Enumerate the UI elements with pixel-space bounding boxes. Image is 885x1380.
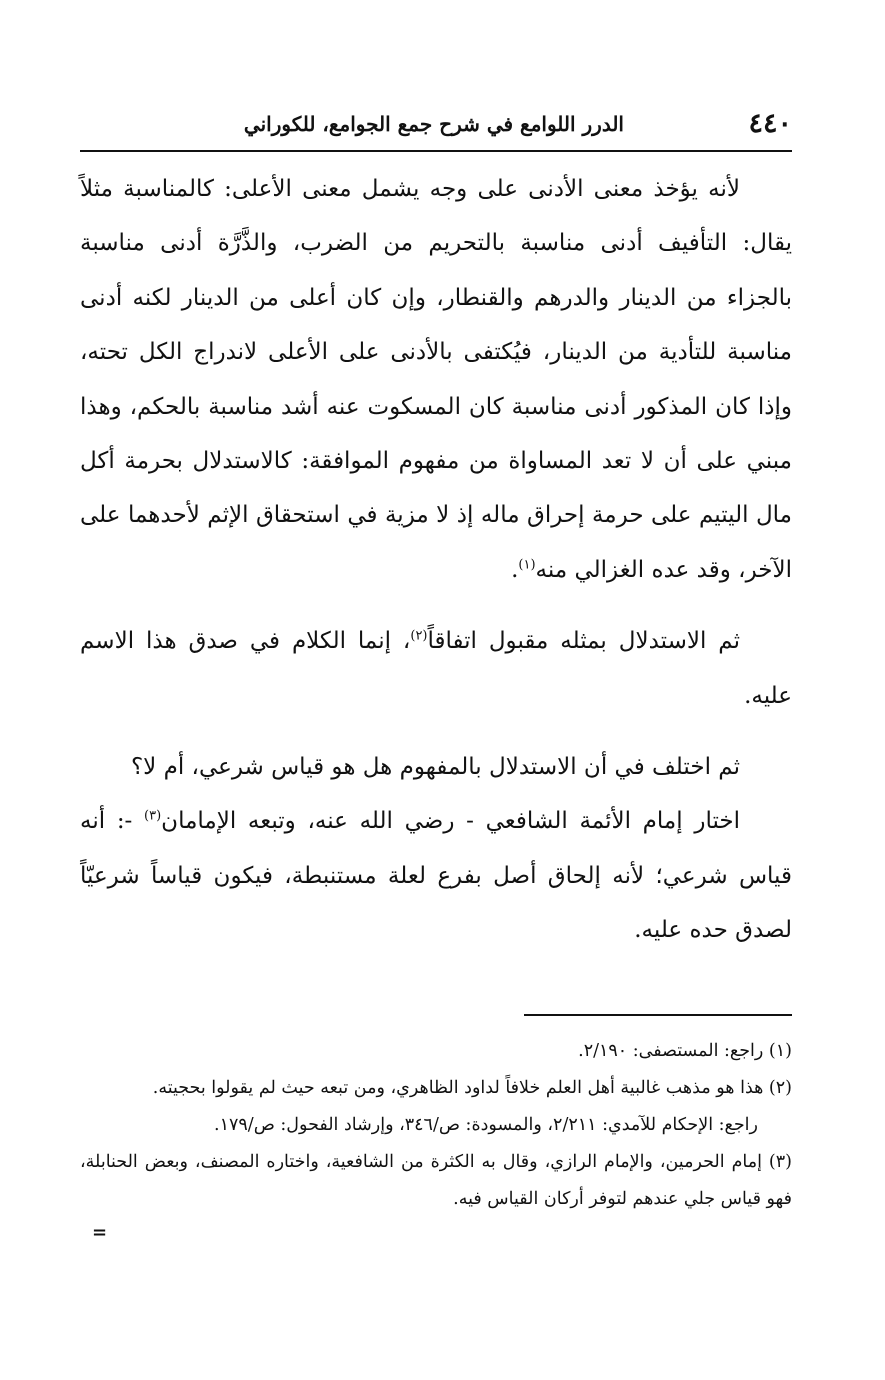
- footnote-2-continuation: راجع: الإحكام للآمدي: ٢/٢١١، والمسودة: ص/٣٤٦، وإرشاد الفحول: ص/١٧٩.: [214, 1115, 758, 1135]
- footnotes: [80, 1033, 792, 1218]
- paragraph-4-text-a: اختار إمام الأئمة الشافعي - رضي الله عنه، وتبعه الإمامان: [161, 808, 740, 835]
- page-header: [80, 104, 792, 144]
- footnote-3: (٣) إمام الحرمين، والإمام الرازي، وقال به الكثرة من الشافعية، واختاره المصنف، وبعض الحنابلة، فهو قياس جلي عندهم لتوفر أركان القياس فيه.: [80, 1152, 792, 1209]
- paragraph-2-text-a: ثم الاستدلال بمثله مقبول اتفاقاً: [427, 628, 740, 655]
- footnote-1: (١) راجع: المستصفى: ٢/١٩٠.: [578, 1041, 792, 1061]
- main-text: [80, 162, 792, 958]
- footnote-ref-3: (٣): [144, 808, 162, 824]
- continuation-mark: =: [92, 1222, 108, 1243]
- paragraph-4: [80, 794, 792, 957]
- footnote-ref-1: (١): [518, 557, 536, 573]
- paragraph-2-text-b: ، إنما الكلام في صدق هذا الاسم عليه.: [80, 628, 792, 709]
- header-rule: [80, 150, 792, 152]
- paragraph-1-end: .: [511, 556, 519, 583]
- footnote-separator: [524, 1014, 792, 1016]
- paragraph-1-text: لأنه يؤخذ معنى الأدنى على وجه يشمل معنى الأعلى: كالمناسبة مثلاً يقال: التأفيف أدنى مناسبة بالتحريم من الضرب، والذَّرَّة أدنى مناسبة بالجزاء من الدينار والدرهم والقنطار، وإن كان أعلى من الدينار لكنه أدنى مناسبة للتأدية من الدينار، فيُكتفى بالأدنى على الأعلى لاندراج الكل تحته، وإذا كان المذكور أدنى مناسبة كان المسكوت عنه أشد مناسبة بالحكم، وهذا مبني على أن لا تعد المساواة من مفهوم الموافقة: كالاستدلال بحرمة أكل مال اليتيم على حرمة إحراق ماله إذ لا مزية في استحقاق الإثم لأحدهما على الآخر، وقد عده الغزالي منه: [80, 176, 792, 583]
- paragraph-2: [80, 614, 792, 723]
- paragraph-3: ثم اختلف في أن الاستدلال بالمفهوم هل هو قياس شرعي، أم لا؟: [130, 754, 740, 781]
- paragraph-1: [80, 162, 792, 597]
- paragraph-4-text-b: -: أنه قياس شرعي؛ لأنه إلحاق أصل بفرع لعلة مستنبطة، فيكون قياساً شرعيّاً لصدق حده عليه.: [80, 808, 792, 944]
- running-title: الدرر اللوامع في شرح جمع الجوامع، للكوراني: [243, 112, 624, 136]
- footnote-ref-2: (٢): [410, 628, 428, 644]
- page-number: ٤٤٠: [748, 108, 792, 139]
- footnote-2: (٢) هذا هو مذهب غالبية أهل العلم خلافاً لداود الظاهري، ومن تبعه حيث لم يقولوا بحجيته.: [152, 1078, 792, 1098]
